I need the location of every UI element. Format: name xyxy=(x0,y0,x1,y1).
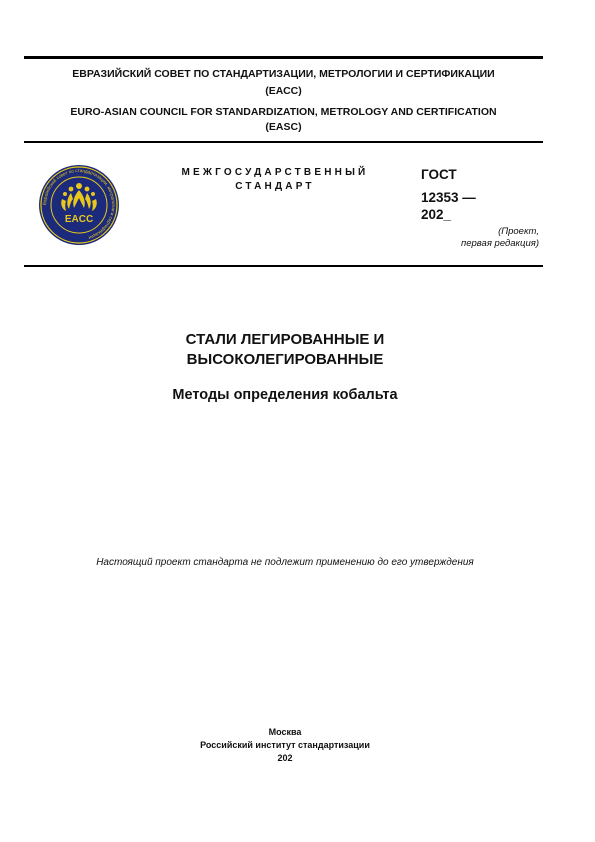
logo-ring-text: Евразийский совет по стандартизации, метрологии и сертификации xyxy=(41,167,117,241)
draft-status-line2: первая редакция) xyxy=(461,238,539,249)
header-rule xyxy=(24,141,543,143)
easc-logo-icon xyxy=(38,164,120,246)
draft-notice: Настоящий проект стандарта не подлежит применению до его утверждения xyxy=(96,557,474,568)
standard-type-line1: МЕЖГОСУДАРСТВЕННЫЙ xyxy=(181,167,369,178)
gost-year: 202_ xyxy=(421,207,452,222)
document-title-line2: ВЫСОКОЛЕГИРОВАННЫЕ xyxy=(186,351,384,368)
imprint-year: 202 xyxy=(277,753,293,763)
draft-status-line1: (Проект, xyxy=(498,226,539,237)
council-name-en: EURO-ASIAN COUNCIL FOR STANDARDIZATION, METROLOGY AND CERTIFICATION xyxy=(70,106,497,118)
designation-rule xyxy=(24,265,543,267)
council-name-ru: ЕВРАЗИЙСКИЙ СОВЕТ ПО СТАНДАРТИЗАЦИИ, МЕТРОЛОГИИ И СЕРТИФИКАЦИИ xyxy=(72,68,495,80)
imprint-city: Москва xyxy=(268,727,302,737)
top-rule xyxy=(24,56,543,59)
standard-type-line2: СТАНДАРТ xyxy=(235,181,315,192)
council-abbr-ru: (ЕАСС) xyxy=(265,85,302,97)
document-title-line1: СТАЛИ ЛЕГИРОВАННЫЕ И xyxy=(185,331,385,348)
gost-number: 12353 — xyxy=(421,190,476,205)
logo-label: EACC xyxy=(64,214,94,225)
imprint-publisher: Российский институт стандартизации xyxy=(200,740,370,750)
gost-prefix: ГОСТ xyxy=(421,167,457,182)
document-subtitle: Методы определения кобальта xyxy=(172,387,398,403)
council-abbr-en: (EASC) xyxy=(265,121,302,133)
